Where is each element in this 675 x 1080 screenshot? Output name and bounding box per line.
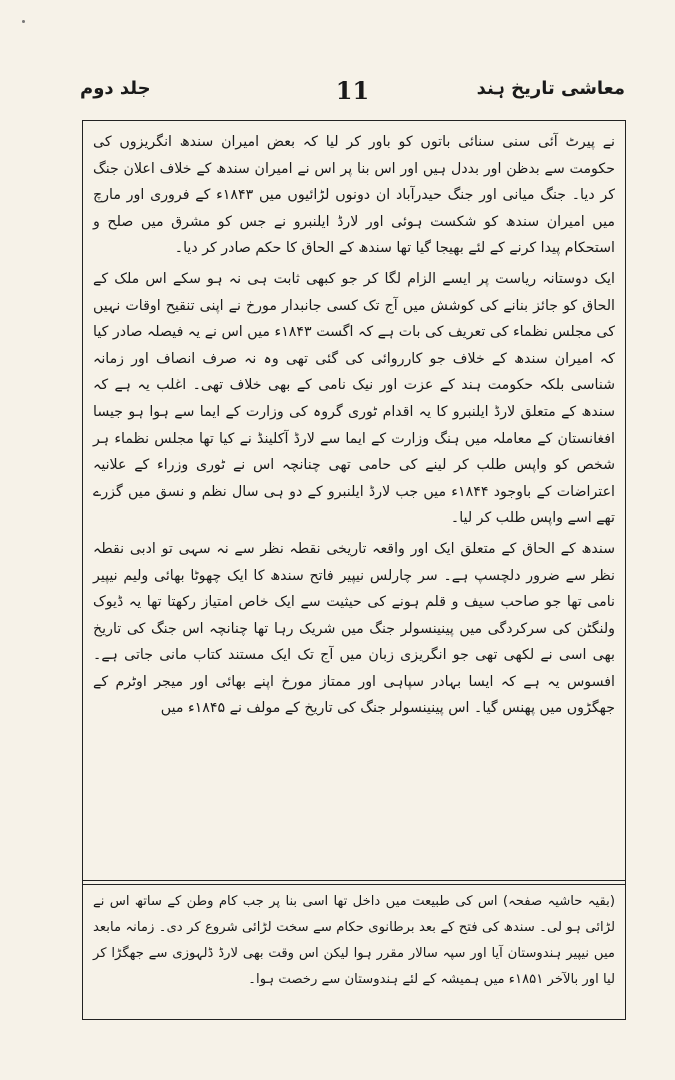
paragraph-1: نے پیرٹ آئی سنی سنائی باتوں کو باور کر لیا کہ بعض امیران سندھ انگریزوں کی حکومت سے بدظن اور بددل ہیں اور اس بنا پر اس نے امیران سندھ کے خلاف اعلان جنگ کر دیا۔ جنگ میانی اور جنگ حیدرآباد ان دونوں لڑائیوں میں ۱۸۴۳ء کے فروری اور مارچ میں امیران سندھ کو شکست ہوئی اور لارڈ ایلنبرو نے جس کو مشرق میں صلح و استحکام پیدا کرنے کے لئے بھیجا گیا تھا سندھ کے الحاق کا حکم صادر کر دیا۔ <box>93 134 615 257</box>
page-header <box>80 78 625 110</box>
page-number: 11 <box>335 76 370 105</box>
main-text-box <box>82 120 626 885</box>
paragraph-2: ایک دوستانہ ریاست پر ایسے الزام لگا کر جو کبھی ثابت ہی نہ ہو سکے اس ملک کے الحاق کو جائز بنانے کی کوشش میں آج تک کسی جانبدار مورخ نے اپنی تنقیح اوقات نہیں کی مجلس نظماء کی تعریف کی بات ہے کہ اگست ۱۸۴۳ء میں اس نے یہ فیصلہ صادر کیا کہ امیران سندھ کے خلاف جو کارروائی کی گئی تھی وہ نہ صرف انصاف اور زمانہ شناسی بلکہ حکومت ہند کے عزت اور نیک نامی کے بھی خلاف تھی۔ اغلب یہ ہے کہ سندھ کے متعلق لارڈ ایلنبرو کا یہ اقدام ٹوری گروہ کی وزارت کے ایما سے ہوا ہو جیسا افغانستان کے معاملہ میں ہنگ وزارت کے ایما سے لارڈ آکلینڈ نے کیا تھا مجلس نظماء ہر شخص کو واپس طلب کر لینے کی حامی تھی چنانچہ اس نے ٹوری وزراء کے علانیہ اعتراضات کے باوجود ۱۸۴۴ء میں جب لارڈ ایلنبرو کے دو ہی سال نظم و نسق میں گزرے تھے اسے واپس طلب کر لیا۔ <box>93 270 615 527</box>
book-title: معاشی تاریخ ہند <box>476 78 625 99</box>
scan-speck <box>22 20 25 23</box>
paragraph-3: سندھ کے الحاق کے متعلق ایک اور واقعہ تاریخی نقطہ نظر سے نہ سہی تو ادبی نقطہ نظر سے ضرور دلچسپ ہے۔ سر چارلس نیپیر فاتح سندھ کا ایک چھوٹا بھائی ولیم نیپیر نامی تھا جو صاحب سیف و قلم ہونے کی حیثیت سے ایک خاص امتیاز رکھتا تھا یہ ڈیوک ولنگٹن کی سرکردگی میں پینینسولر جنگ میں شریک رہا تھا چنانچہ اس جنگ کی تاریخ بھی اسی نے لکھی تھی جو انگریزی زبان میں آج تک ایک مستند کتاب مانی جاتی ہے۔ افسوس یہ ہے کہ ایسا بہادر سپاہی اور ممتاز مورخ اپنے بھائی اور میجر اوٹرم کے جھگڑوں میں پھنس گیا۔ اس پینینسولر جنگ کی تاریخ کے مولف نے ۱۸۴۵ء میں <box>93 540 615 717</box>
volume-label: جلد دوم <box>80 78 151 99</box>
footnote-text: (بقیہ حاشیہ صفحہ) اس کی طبیعت میں داخل تھا اسی بنا پر جب کام وطن کے ساتھ اس نے لڑائی ہو لی۔ سندھ کی فتح کے بعد برطانوی حکام سے سخت لڑائی شروع کر دی۔ زمانہ مابعد میں نیپیر ہندوستان آیا اور سپہ سالار مقرر ہوا لیکن اس وقت بھی لارڈ ڈلہوزی سے جھگڑا کر لیا اور بالآخر ۱۸۵۱ء میں ہمیشہ کے لئے ہندوستان سے رخصت ہوا۔ <box>93 894 615 987</box>
footnote-box <box>82 880 626 1020</box>
